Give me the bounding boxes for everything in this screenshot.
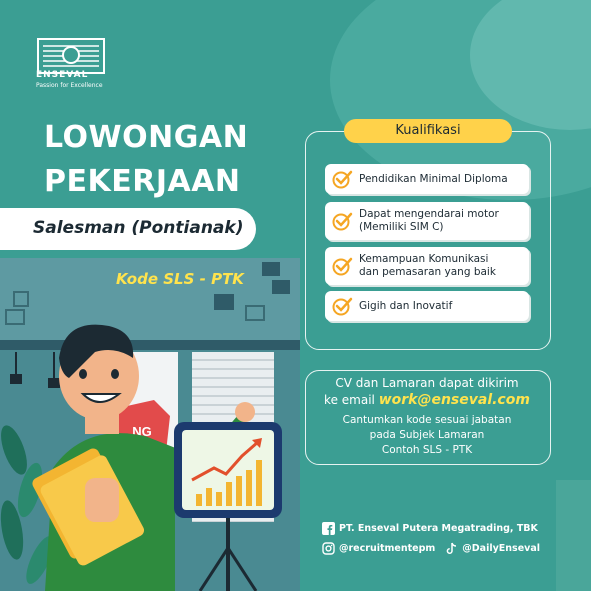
check-circle-icon xyxy=(331,256,353,276)
facebook-icon xyxy=(322,522,335,535)
application-line5: Contoh SLS - PTK xyxy=(381,444,473,456)
application-line1: CV dan Lamaran dapat dikirim xyxy=(335,376,519,390)
qualification-item xyxy=(325,291,529,321)
qualification-item xyxy=(325,247,529,285)
enseval-logo xyxy=(37,38,105,74)
position-title: Salesman (Pontianak) xyxy=(33,218,244,238)
shop-sign-text: NG xyxy=(132,424,152,439)
brand-tagline: Passion for Excellence xyxy=(36,82,103,89)
qualification-text: Kemampuan Komunikasi xyxy=(359,253,489,265)
facebook-link[interactable] xyxy=(322,522,538,535)
check-circle-icon xyxy=(331,169,353,189)
application-email-prefix: ke email xyxy=(324,393,375,407)
qualification-text: Dapat mengendarai motor xyxy=(359,208,499,220)
qualification-text: Pendidikan Minimal Diploma xyxy=(359,172,508,185)
qualification-text: Gigih dan Inovatif xyxy=(359,299,453,312)
tiktok-icon xyxy=(445,542,458,555)
check-circle-icon xyxy=(331,296,353,316)
tiktok-link[interactable] xyxy=(445,542,540,555)
qualifications-heading: Kualifikasi xyxy=(344,119,512,143)
application-line3: Cantumkan kode sesuai jabatan xyxy=(342,414,512,426)
instagram-label: @recruitmentepm xyxy=(339,543,436,554)
chart-board-illustration xyxy=(170,418,290,591)
email-link[interactable]: work@enseval.com xyxy=(378,392,530,408)
qualification-text-line2: (Memiliki SIM C) xyxy=(359,221,444,233)
social-links xyxy=(322,542,540,555)
instagram-icon xyxy=(322,542,335,555)
tiktok-label: @DailyEnseval xyxy=(462,543,541,554)
qualification-text-line2: dan pemasaran yang baik xyxy=(359,266,496,278)
enseval-logo-icon xyxy=(39,40,103,72)
headline-line2: PEKERJAAN xyxy=(44,164,241,199)
brand-name: ENSEVAL xyxy=(36,70,89,80)
qualification-item xyxy=(325,202,529,240)
application-email-line xyxy=(305,392,549,408)
instagram-link[interactable] xyxy=(322,542,435,555)
headline-line1: LOWONGAN xyxy=(44,120,249,155)
qualification-item xyxy=(325,164,529,194)
facebook-label: PT. Enseval Putera Megatrading, TBK xyxy=(339,523,538,534)
job-code: Kode SLS - PTK xyxy=(116,270,244,288)
background-stripe xyxy=(556,480,591,591)
application-line4: pada Subjek Lamaran xyxy=(369,429,485,441)
check-circle-icon xyxy=(331,211,353,231)
